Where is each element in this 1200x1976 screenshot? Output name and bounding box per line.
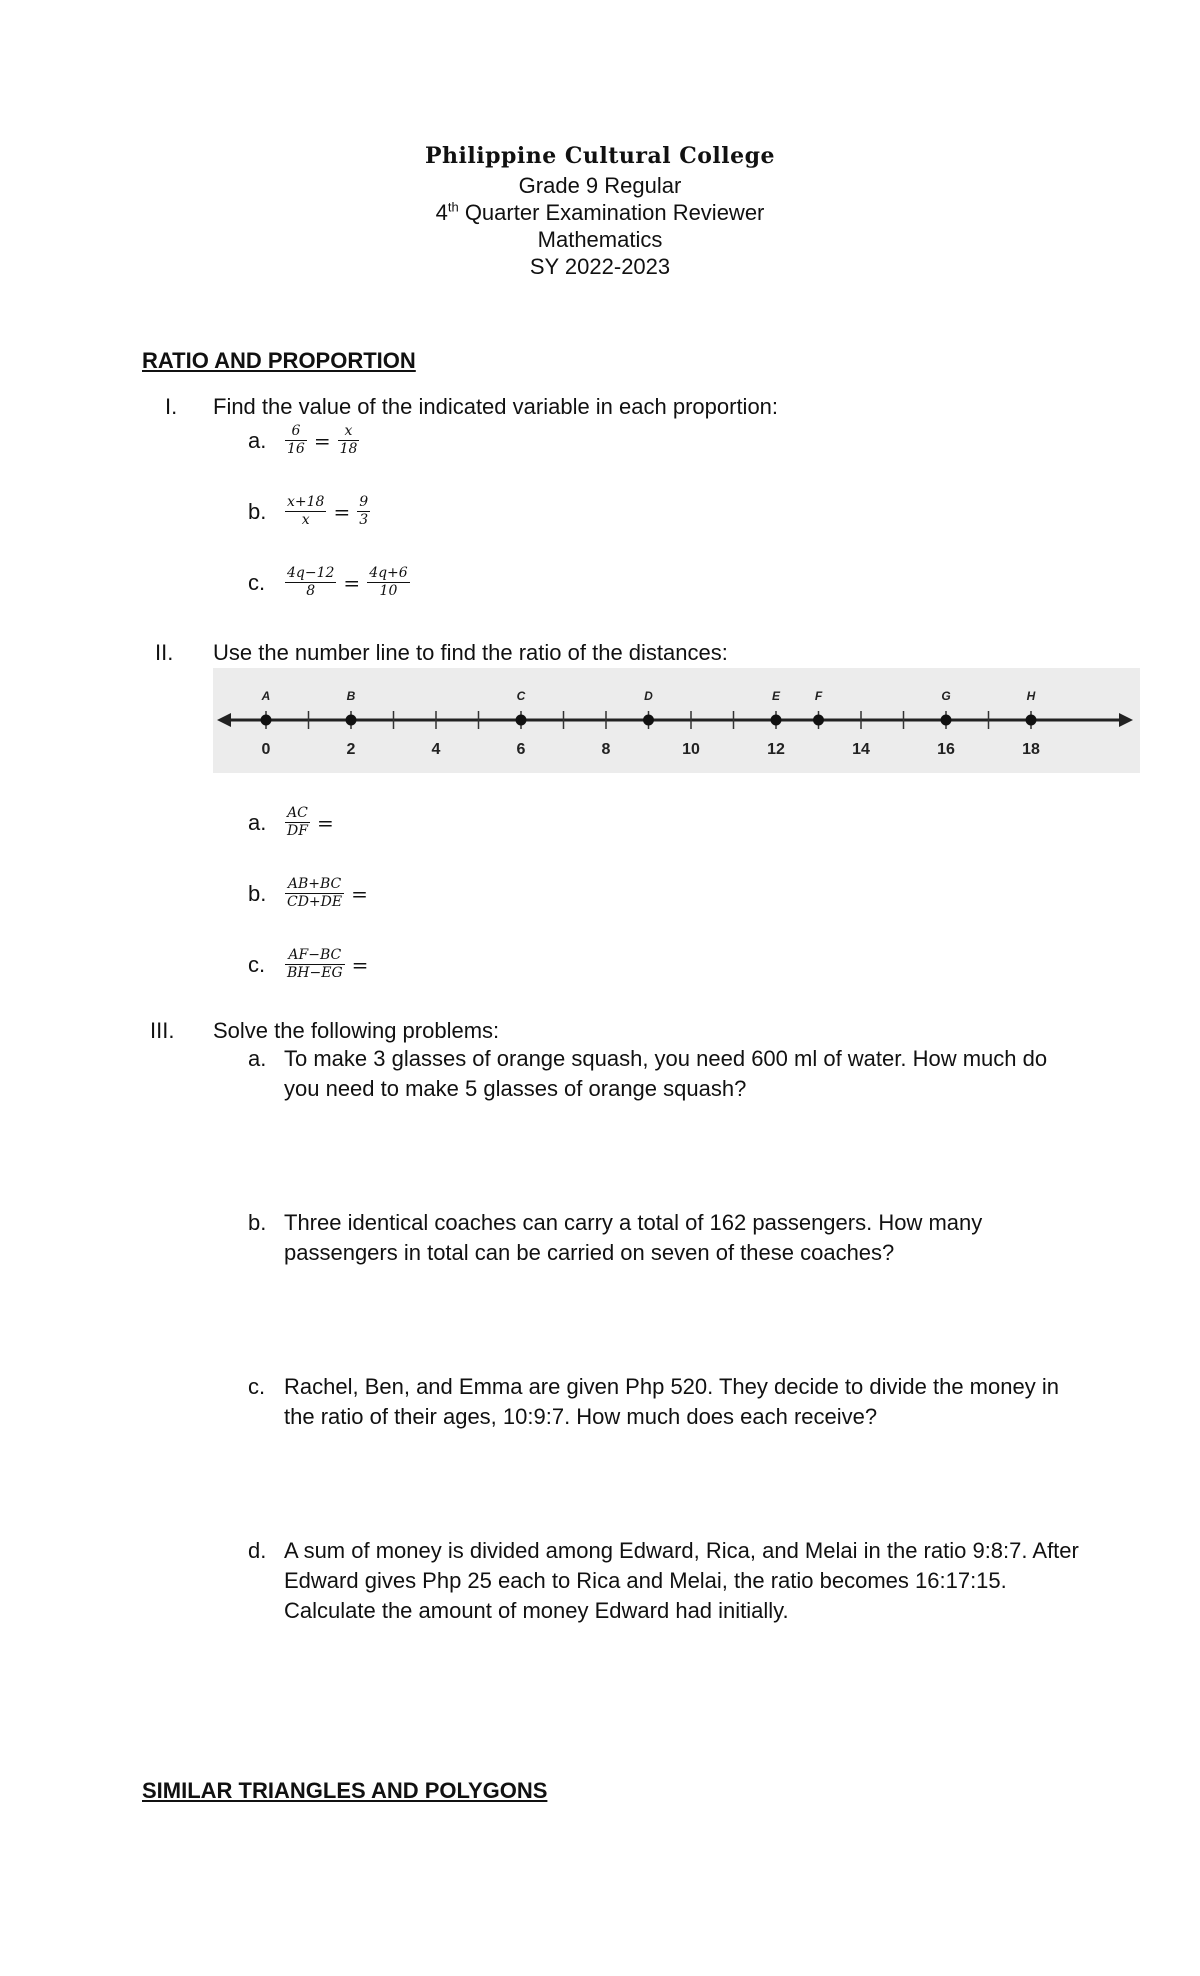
- tick-label: 4: [431, 741, 441, 758]
- point-b: [346, 715, 357, 726]
- fraction: [285, 947, 345, 982]
- point-e: [771, 715, 782, 726]
- denominator: x: [301, 512, 310, 528]
- tick-label: 0: [261, 741, 271, 758]
- equals-sign: =: [343, 570, 361, 595]
- ratio-item: [248, 805, 338, 840]
- fraction: [367, 565, 410, 600]
- fraction: [357, 494, 370, 529]
- proportion-item: [248, 494, 373, 529]
- point-label-f: F: [814, 689, 823, 703]
- proportion-item: [248, 423, 362, 458]
- item-label: a.: [248, 809, 267, 835]
- tick-label: 8: [601, 741, 611, 758]
- word-problem: [248, 1208, 1084, 1268]
- point-c: [516, 715, 527, 726]
- fraction: [285, 494, 326, 529]
- part-instruction: Use the number line to find the ratio of the distances:: [213, 640, 728, 665]
- numerator: x: [344, 423, 353, 439]
- denominator: 8: [306, 583, 316, 599]
- numerator: AB+BC: [287, 876, 342, 892]
- quarter-suffix: th: [447, 199, 459, 215]
- item-label: d.: [248, 1538, 267, 1563]
- point-label-a: A: [261, 689, 271, 703]
- number-line-figure: [213, 668, 1140, 773]
- tick-label: 10: [682, 741, 700, 758]
- right-arrow-icon: [1119, 713, 1133, 727]
- part-numeral: II.: [155, 640, 174, 665]
- document-header: [0, 143, 1200, 280]
- fraction: [285, 805, 310, 840]
- denominator: BH−EG: [287, 965, 343, 981]
- point-label-e: E: [771, 689, 781, 703]
- ratio-item: [248, 947, 372, 982]
- tick-label: 16: [937, 741, 955, 758]
- fraction: [285, 565, 336, 600]
- part-instruction: Find the value of the indicated variable in each proportion:: [213, 394, 779, 419]
- number-line-svg: [213, 668, 1140, 773]
- tick-label: 2: [346, 741, 356, 758]
- problem-text: Rachel, Ben, and Emma are given Php 520. They decide to divide the money in the ratio of their ages, 10:9:7. How much does each receive?: [284, 1374, 1059, 1429]
- point-g: [941, 715, 952, 726]
- numerator: 6: [291, 423, 301, 439]
- numerator: 9: [359, 494, 369, 510]
- numerator: AF−BC: [288, 947, 342, 963]
- item-label: b.: [248, 498, 267, 524]
- item-label: b.: [248, 1210, 267, 1235]
- proportion-item: [248, 565, 413, 600]
- denominator: CD+DE: [287, 894, 343, 910]
- left-arrow-icon: [217, 713, 231, 727]
- item-label: c.: [248, 569, 266, 595]
- word-problem: [248, 1536, 1084, 1626]
- point-label-h: H: [1026, 689, 1036, 703]
- tick-label: 12: [767, 741, 785, 758]
- tick-label: 6: [516, 741, 526, 758]
- problem-text: Three identical coaches can carry a total of 162 passengers. How many passengers in total can be carried on seven of these coaches?: [284, 1210, 983, 1265]
- problem-text: A sum of money is divided among Edward, Rica, and Melai in the ratio 9:8:7. After Edward gives Php 25 each to Rica and Melai, the ratio becomes 16:17:15. Calculate the amount of money Edward had initially.: [284, 1538, 1079, 1623]
- ratio-item: [248, 876, 372, 911]
- tick-label: 18: [1022, 741, 1040, 758]
- grade-level: Grade 9 Regular: [518, 173, 682, 198]
- point-label-d: D: [644, 689, 653, 703]
- point-f: [813, 715, 824, 726]
- tick-label: 14: [852, 741, 870, 758]
- numerator: x+18: [287, 494, 325, 510]
- item-label: a.: [248, 427, 267, 453]
- part-numeral: III.: [150, 1018, 175, 1043]
- item-label: b.: [248, 880, 267, 906]
- quarter-number: 4: [435, 200, 448, 225]
- point-h: [1026, 715, 1037, 726]
- equals-sign: =: [351, 881, 368, 906]
- denominator: 18: [339, 441, 358, 457]
- school-year: SY 2022-2023: [529, 254, 671, 279]
- numerator: AC: [287, 805, 308, 821]
- point-label-c: C: [516, 689, 526, 703]
- equals-sign: =: [333, 499, 351, 524]
- part-numeral: I.: [165, 394, 178, 419]
- exam-title: [0, 199, 1200, 226]
- point-d: [643, 715, 654, 726]
- section-title-ratio-proportion: RATIO AND PROPORTION: [142, 348, 416, 373]
- word-problem: [248, 1044, 1084, 1104]
- point-a: [261, 715, 272, 726]
- part-instruction: Solve the following problems:: [213, 1018, 500, 1043]
- point-label-b: B: [346, 689, 356, 703]
- equals-sign: =: [351, 952, 369, 977]
- equals-sign: =: [316, 810, 334, 835]
- exam-title-text: Quarter Examination Reviewer: [458, 200, 765, 225]
- item-label: a.: [248, 1046, 267, 1071]
- numerator: 4q+6: [369, 565, 408, 581]
- fraction: [285, 423, 307, 458]
- word-problem: [248, 1372, 1084, 1432]
- denominator: 16: [287, 441, 305, 457]
- denominator: 10: [379, 583, 398, 599]
- section-title-similar-triangles: SIMILAR TRIANGLES AND POLYGONS: [142, 1778, 548, 1803]
- denominator: DF: [287, 823, 308, 839]
- point-label-g: G: [941, 689, 951, 703]
- college-name: Philippine Cultural College: [424, 143, 776, 169]
- denominator: 3: [359, 512, 369, 528]
- item-label: c.: [248, 951, 266, 977]
- fraction: [285, 876, 344, 911]
- item-label: c.: [248, 1374, 266, 1399]
- equals-sign: =: [313, 428, 331, 453]
- numerator: 4q−12: [287, 565, 335, 581]
- fraction: [338, 423, 360, 458]
- subject: Mathematics: [537, 227, 663, 252]
- problem-text: To make 3 glasses of orange squash, you need 600 ml of water. How much do you need to make 5 glasses of orange squash?: [284, 1046, 1048, 1101]
